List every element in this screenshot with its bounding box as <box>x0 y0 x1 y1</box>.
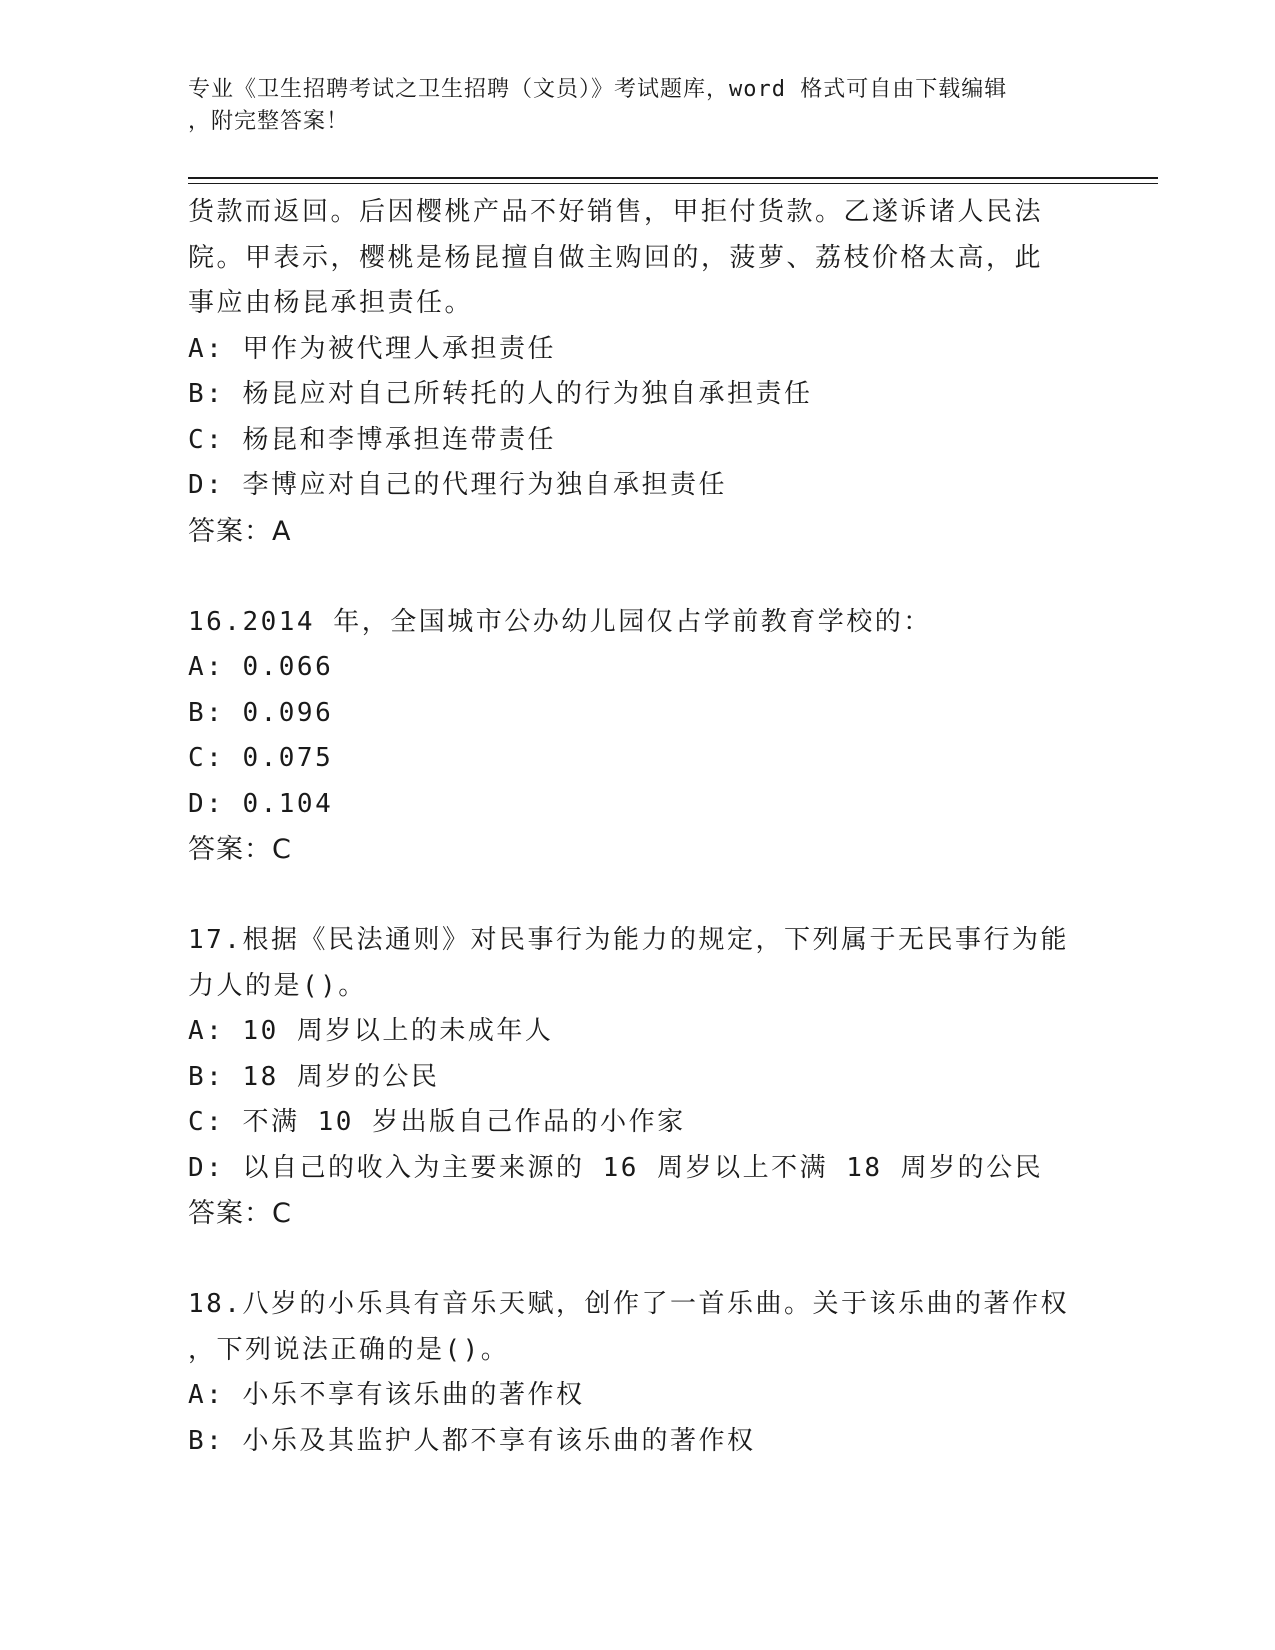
question-stem-line: 16.2014 年，全国城市公办幼儿园仅占学前教育学校的： <box>188 606 932 637</box>
answer-line: 答案：C <box>188 834 292 865</box>
option-b: B: 18 周岁的公民 <box>188 1061 440 1092</box>
question-stem-line: 货款而返回。后因樱桃产品不好销售，甲拒付货款。乙遂诉诸人民法 <box>188 197 1044 227</box>
option-d: D: 李博应对自己的代理行为独自承担责任 <box>188 470 727 500</box>
question-15 <box>188 190 1088 554</box>
answer-line: 答案：C <box>188 1198 292 1229</box>
option-c: C: 0.075 <box>188 743 334 773</box>
header-divider-thick <box>188 177 1158 179</box>
option-c: C: 不满 10 岁出版自己作品的小作家 <box>188 1107 686 1137</box>
question-stem-line: 18.八岁的小乐具有音乐天赋，创作了一首乐曲。关于该乐曲的著作权 <box>188 1289 1069 1319</box>
option-a: A: 0.066 <box>188 652 334 682</box>
header-divider-thin <box>188 183 1158 184</box>
option-b: B: 0.096 <box>188 697 334 728</box>
header-title-line: 专业《卫生招聘考试之卫生招聘（文员）》考试题库，word 格式可自由下载编辑 <box>188 77 1008 102</box>
header-title-continuation: ，附完整答案！ <box>188 109 350 134</box>
option-c: C: 杨昆和李博承担连带责任 <box>188 424 556 455</box>
option-b: B: 小乐及其监护人都不享有该乐曲的著作权 <box>188 1425 756 1456</box>
option-a: A: 小乐不享有该乐曲的著作权 <box>188 1380 585 1410</box>
question-list <box>188 190 1088 1464</box>
option-b: B: 杨昆应对自己所转托的人的行为独自承担责任 <box>188 379 813 409</box>
option-a: A: 甲作为被代理人承担责任 <box>188 333 556 364</box>
question-18 <box>188 1282 1088 1464</box>
question-spacer <box>188 554 1088 600</box>
question-spacer <box>188 1237 1088 1283</box>
question-16 <box>188 600 1088 873</box>
question-stem-line: 17.根据《民法通则》对民事行为能力的规定，下列属于无民事行为能 <box>188 925 1069 955</box>
question-stem-line: ，下列说法正确的是()。 <box>188 1334 510 1365</box>
option-d: D: 0.104 <box>188 788 334 819</box>
question-stem-line: 力人的是()。 <box>188 970 367 1001</box>
question-stem-line: 事应由杨昆承担责任。 <box>188 288 474 318</box>
option-a: A: 10 周岁以上的未成年人 <box>188 1016 554 1046</box>
question-spacer <box>188 873 1088 919</box>
question-stem-line: 院。甲表示，樱桃是杨昆擅自做主购回的，菠萝、荔枝价格太高，此 <box>188 242 1044 273</box>
question-17 <box>188 918 1088 1237</box>
option-d: D: 以自己的收入为主要来源的 16 周岁以上不满 18 周岁的公民 <box>188 1152 1044 1183</box>
answer-line: 答案：A <box>188 515 292 547</box>
document-header <box>188 74 1088 138</box>
